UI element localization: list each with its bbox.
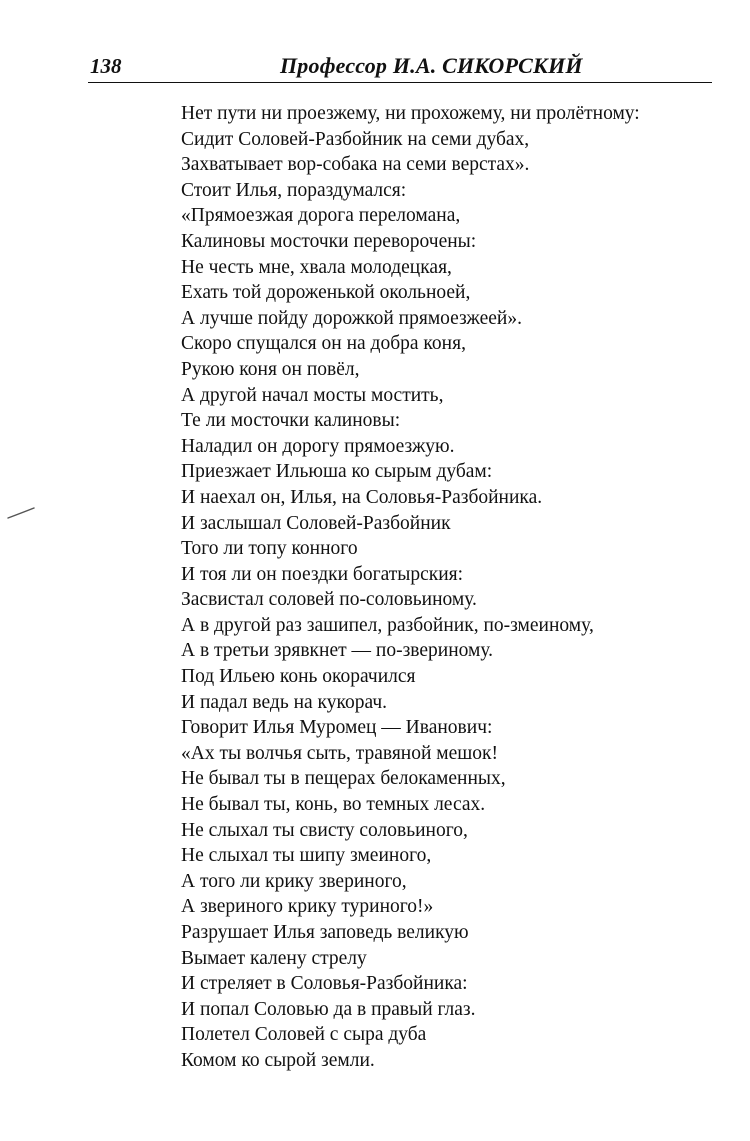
poem-line: А в третьи зрявкнет — по-звериному. <box>181 640 494 662</box>
poem-text <box>181 101 721 1074</box>
poem-line: И попал Соловью да в правый глаз. <box>181 998 476 1020</box>
poem-line: Захватывает вор-собака на семи верстах». <box>181 154 530 176</box>
poem-line: Не слыхал ты шипу змеиного, <box>181 845 432 867</box>
running-title: Профессор И.А. СИКОРСКИЙ <box>280 53 583 78</box>
poem-line: И падал ведь на кукорач. <box>181 691 388 713</box>
poem-line: Под Ильею конь окорачился <box>181 666 416 688</box>
poem-line: А звериного крику туриного!» <box>181 896 434 918</box>
poem-line: Наладил он дорогу прямоезжую. <box>181 435 455 457</box>
poem-line: И тоя ли он поездки богатырския: <box>181 563 464 585</box>
poem-line: Полетел Соловей с сыра дуба <box>181 1024 427 1046</box>
poem-line: Засвистал соловей по-соловьиному. <box>181 589 477 611</box>
running-head <box>90 52 712 80</box>
poem-line: Стоит Илья, пораздумался: <box>181 179 407 201</box>
poem-line: Нет пути ни проезжему, ни прохожему, ни пролётному: <box>181 103 640 124</box>
poem-line: Рукою коня он повёл, <box>181 358 360 380</box>
poem-line: Калиновы мосточки переворочены: <box>181 230 477 252</box>
poem-line: Приезжает Ильюша ко сырым дубам: <box>181 461 493 483</box>
poem-line: Ехать той дороженькой окольноей, <box>181 282 471 304</box>
poem-line: И наехал он, Илья, на Соловья-Разбойника. <box>181 486 543 508</box>
poem-line: Не бывал ты в пещерах белокаменных, <box>181 768 506 790</box>
page-number: 138 <box>90 54 122 78</box>
header-rule <box>88 82 712 83</box>
poem-line: Сидит Соловей-Разбойник на семи дубах, <box>181 128 530 150</box>
poem-line: Скоро спущался он на добра коня, <box>181 333 466 355</box>
poem-line: Разрушает Илья заповедь великую <box>181 922 469 943</box>
poem-line: И заслышал Соловей-Разбойник <box>181 512 451 534</box>
poem-line: Комом ко сырой земли. <box>181 1049 375 1071</box>
poem-line: И стреляет в Соловья-Разбойника: <box>181 973 468 995</box>
poem-line: Вымает калену стрелу <box>181 947 367 969</box>
poem-line: «Прямоезжая дорога переломана, <box>181 205 461 227</box>
poem-line: А другой начал мосты мостить, <box>181 384 444 406</box>
poem-line: Те ли мосточки калиновы: <box>181 410 401 432</box>
poem-line: А того ли крику звериного, <box>181 870 407 892</box>
poem-line: Не слыхал ты свисту соловьиного, <box>181 819 468 841</box>
poem-line: А лучше пойду дорожкой прямоезжеей». <box>181 307 522 329</box>
poem-line: А в другой раз зашипел, разбойник, по-змеиному, <box>181 614 594 636</box>
poem-line: Не бывал ты, конь, во темных лесах. <box>181 794 486 816</box>
poem-line: Говорит Илья Муромец — Иванович: <box>181 717 493 739</box>
poem-line: Того ли топу конного <box>181 538 358 560</box>
margin-pencil-mark <box>6 505 36 521</box>
poem-line: «Ах ты волчья сыть, травяной мешок! <box>181 742 499 764</box>
poem-line: Не честь мне, хвала молодецкая, <box>181 256 452 278</box>
